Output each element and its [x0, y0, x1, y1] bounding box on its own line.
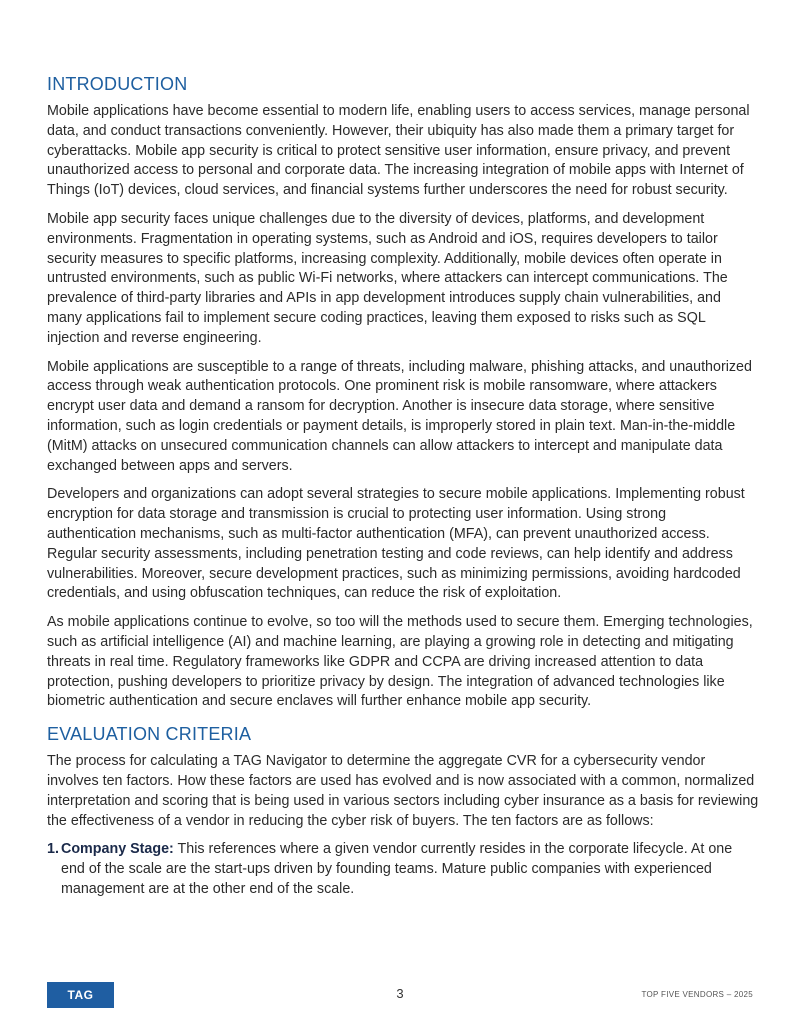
- intro-paragraph-5: As mobile applications continue to evolve, so too will the methods used to secure them. Emerging technologies, such as artificial intelligence (AI) and machine learning, are playing a growing role in detecting and mitigating threats in real time. Regulatory frameworks like GDPR and CCPA are driving increased attention to data protection, pushing developers to prioritize privacy by design. The integration of advanced technologies like biometric authentication and secure enclaves will further enhance mobile app security.: [47, 614, 753, 710]
- intro-paragraph-1: Mobile applications have become essential to modern life, enabling users to access services, manage personal data, and conduct transactions conveniently. However, their ubiquity has also made them a primary target for cyberattacks. Mobile app security is critical to protect sensitive user information, ensure privacy, and prevent unauthorized access to personal and corporate data. The increasing integration of mobile apps with Internet of Things (IoT) devices, cloud services, and financial systems further underscores the need for robust security.: [47, 103, 750, 199]
- criteria-item-text: This references where a given vendor currently resides in the corporate lifecycle. At one end of the scale are the start-ups driven by founding teams. Mature public companies with experienced management are at the other end of the scale.: [61, 841, 733, 897]
- intro-paragraph-2: Mobile app security faces unique challenges due to the diversity of devices, platforms, and development environments. Fragmentation in operating systems, such as Android and iOS, requires developers to tailor security measures to specific platforms, increasing complexity. Additionally, mobile devices often operate in untrusted environments, such as public Wi-Fi networks, where attackers can intercept communications. The prevalence of third-party libraries and APIs in app development introduces supply chain vulnerabilities, and many applications fail to implement secure coding practices, leaving them exposed to risks such as SQL injection and reverse engineering.: [47, 210, 728, 346]
- criteria-item-number: 1.: [47, 841, 59, 858]
- criteria-list-item: [47, 840, 759, 899]
- evaluation-paragraph: The process for calculating a TAG Navigator to determine the aggregate CVR for a cybersecurity vendor involves ten factors. How these factors are used has evolved and is now associated with a common, normalized interpretation and scoring that is being used in various sectors including cyber insurance as a basis for reviewing the effectiveness of a vendor in reducing the cyber risk of buyers. The ten factors are as follows:: [47, 753, 759, 829]
- criteria-item-body: [57, 840, 759, 899]
- tag-logo: TAG: [47, 982, 114, 1008]
- evaluation-criteria-heading: EVALUATION CRITERIA: [47, 724, 252, 745]
- footer-report-title: TOP FIVE VENDORS – 2025: [641, 990, 753, 999]
- intro-paragraph-4: Developers and organizations can adopt several strategies to secure mobile applications. Implementing robust encryption for data storage and transmission is crucial to protecting user information. Using strong authentication mechanisms, such as multi-factor authentication (MFA), can prevent unauthorized access. Regular security assessments, including penetration testing and code reviews, can help identify and address vulnerabilities. Moreover, secure development practices, such as minimizing permissions, avoiding hardcoded credentials, and using obfuscation techniques, can reduce the risk of exploitation.: [47, 486, 745, 602]
- criteria-item-term: Company Stage:: [61, 841, 174, 858]
- introduction-heading: INTRODUCTION: [47, 74, 188, 94]
- intro-paragraph-3: Mobile applications are susceptible to a range of threats, including malware, phishing attacks, and unauthorized access through weak authentication protocols. One prominent risk is mobile ransomware, where attackers encrypt user data and demand a ransom for decryption. Another is insecure data storage, where sensitive information, such as login credentials or payment details, is improperly stored in plain text. Man-in-the-middle (MitM) attacks on unsecured communication channels can allow attackers to intercept and manipulate data exchanged between apps and servers.: [47, 358, 752, 474]
- page-content: [47, 74, 759, 900]
- page-number: 3: [396, 986, 404, 1001]
